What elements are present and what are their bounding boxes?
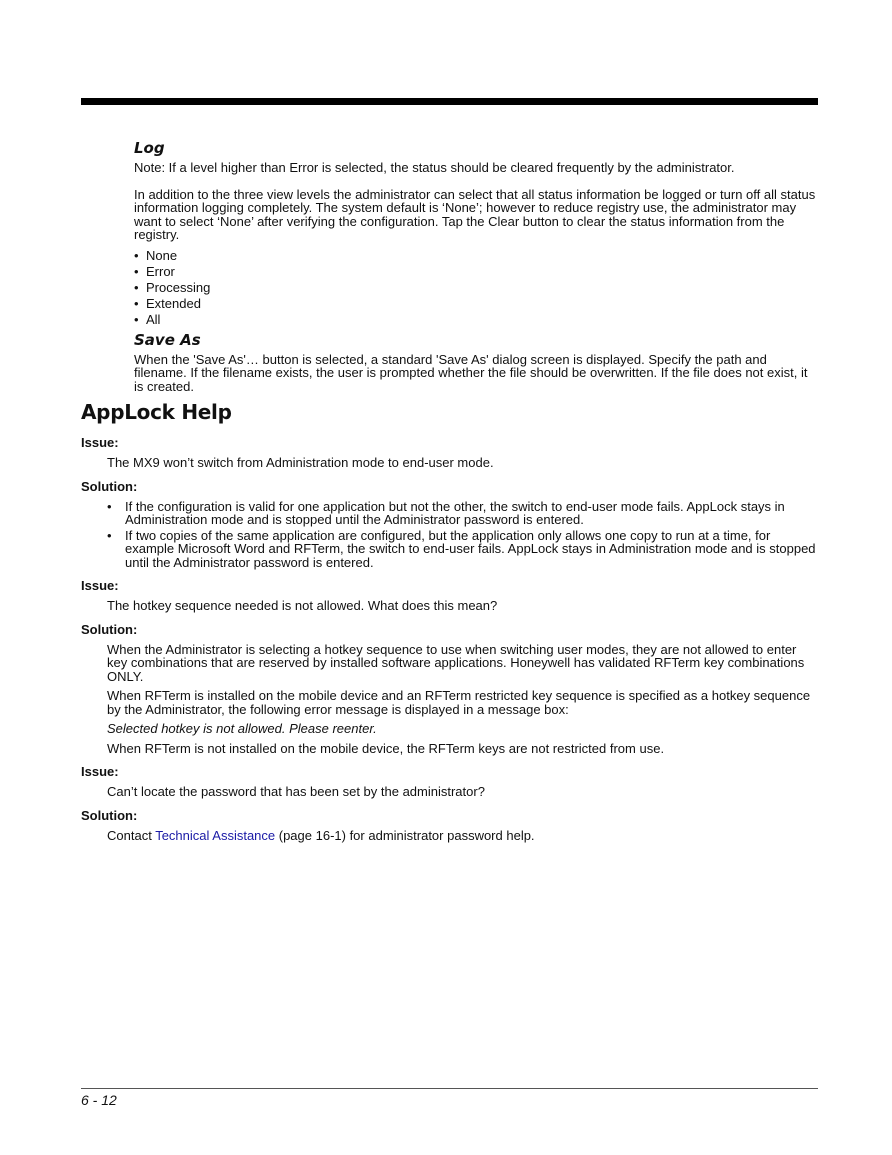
contact-suffix: (page 16-1) for administrator password help.	[275, 827, 535, 843]
solution-paragraph	[107, 829, 818, 843]
issue-label: Issue:	[81, 764, 119, 779]
list-item: • All	[134, 312, 818, 328]
solution-label: Solution:	[81, 478, 138, 494]
error-message: Selected hotkey is not allowed. Please reenter.	[107, 721, 377, 736]
technical-assistance-link[interactable]: Technical Assistance	[155, 827, 276, 843]
list-item: • If two copies of the same application are configured, but the application only allows one copy to run at a time, for example Microsoft Word and RFTerm, the switch to end-user fails. AppLock stays in Administration mode and is stopped until the Administrator password is entered.	[107, 529, 818, 570]
solution-paragraph: When RFTerm is installed on the mobile device and an RFTerm restricted key sequence is specified as a hotkey sequence by the Administrator, the following error message is displayed in a message box:	[107, 688, 811, 717]
issue-label: Issue:	[81, 578, 119, 593]
applock-help-heading: AppLock Help	[81, 400, 232, 424]
log-body: In addition to the three view levels the administrator can select that all status information be logged or turn off all status information logging completely. The system default is ‘None’; however to reduce registry use, the administrator may want to select ‘None’ after verifying the configuration. Tap the Clear button to clear the status information from the registry.	[134, 186, 816, 242]
solution-label: Solution:	[81, 621, 138, 637]
footer-rule	[81, 1088, 818, 1089]
solution-label: Solution:	[81, 807, 138, 823]
issue-text: The MX9 won’t switch from Administration mode to end-user mode.	[107, 455, 494, 470]
list-item: • If the configuration is valid for one application but not the other, the switch to end-user mode fails. AppLock stays in Administration mode and is stopped until the Administrator password is entered.	[107, 500, 818, 527]
issue-text: The hotkey sequence needed is not allowed. What does this mean?	[107, 598, 498, 613]
solution-list	[107, 500, 818, 570]
page-number: 6 - 12	[81, 1092, 117, 1108]
list-item: • Processing	[134, 280, 818, 296]
save-as-heading: Save As	[134, 330, 201, 349]
list-item: • None	[134, 248, 818, 264]
list-item: • Error	[134, 264, 818, 280]
solution-paragraph: When the Administrator is selecting a hotkey sequence to use when switching user modes, they are not allowed to enter key combinations that are reserved by installed software applications. Honeywell has validated RFTerm key combinations ONLY.	[107, 641, 805, 684]
log-section	[134, 138, 818, 393]
save-as-body: When the 'Save As'… button is selected, a standard 'Save As' dialog screen is displayed. Specify the path and filename. If the filename exists, the user is prompted whether the file should be overwritten. If the file does not exist, it is created.	[134, 351, 808, 394]
log-note: Note: If a level higher than Error is selected, the status should be cleared frequently by the administrator.	[134, 160, 735, 175]
header-rule	[81, 98, 818, 105]
issue-label: Issue:	[81, 435, 119, 450]
contact-prefix: Contact	[107, 827, 156, 843]
log-heading: Log	[134, 139, 165, 157]
solution-paragraph: When RFTerm is not installed on the mobile device, the RFTerm keys are not restricted from use.	[107, 740, 665, 756]
page-content	[81, 138, 818, 842]
issue-text: Can’t locate the password that has been set by the administrator?	[107, 784, 485, 799]
list-item: • Extended	[134, 296, 818, 312]
log-level-list	[134, 248, 818, 328]
